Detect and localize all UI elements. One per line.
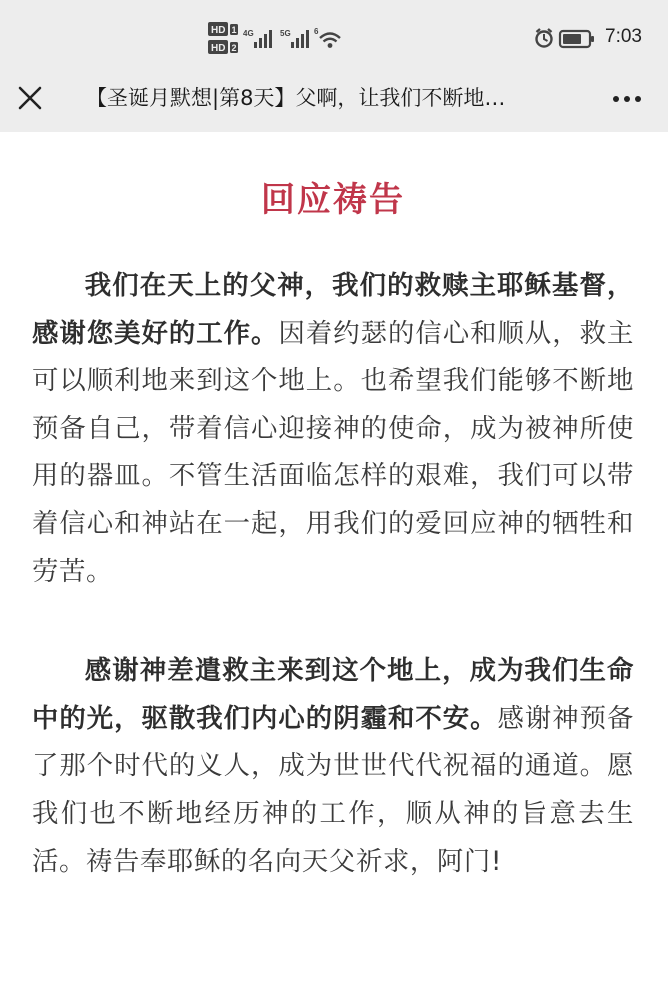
close-icon[interactable] xyxy=(14,82,46,114)
svg-text:4G: 4G xyxy=(243,29,254,38)
network-status-icons xyxy=(208,22,348,56)
battery-icon xyxy=(560,31,594,47)
nav-bar xyxy=(0,72,668,132)
article-heading: 回应祷告 xyxy=(261,180,405,220)
paragraph-2-text: 感谢神预备了那个时代的义人，成为世世代代祝福的通道。愿我们也不断地经历神的工作，顺从神的旨意去生活。祷告奉耶稣的名向天父祈求，阿门! xyxy=(32,702,634,877)
paragraph-1 xyxy=(32,262,634,595)
page-title: 【圣诞月默想|第8天】父啊，让我们不断地… xyxy=(86,86,506,110)
paragraph-1-text: 因着约瑟的信心和顺从，救主可以顺利地来到这个地上。也希望我们能够不断地预备自己，带着信心迎接神的使命，成为被神所使用的器皿。不管生活面临怎样的艰难，我们可以带着信心和神站在一起，用我们的爱回应神的牺牲和劳苦。 xyxy=(32,317,634,587)
svg-text:2: 2 xyxy=(231,43,237,53)
svg-text:1: 1 xyxy=(231,25,237,35)
system-status-icons xyxy=(534,24,596,54)
signal-icon xyxy=(243,29,309,48)
app-header xyxy=(0,0,668,132)
more-icon[interactable] xyxy=(612,92,642,106)
svg-text:HD: HD xyxy=(211,43,226,54)
status-bar xyxy=(0,0,668,72)
svg-text:HD: HD xyxy=(211,25,226,36)
svg-text:5G: 5G xyxy=(280,29,291,38)
alarm-icon xyxy=(537,29,552,47)
wifi-icon xyxy=(314,27,340,48)
paragraph-2-bold: 感谢神差遣救主来到这个地上，成为我们生命中的光，驱散我们内心的阴霾和不安。 xyxy=(32,655,634,734)
status-time: 7:03 xyxy=(605,26,642,47)
svg-text:6: 6 xyxy=(314,27,319,36)
article-body xyxy=(0,176,668,885)
hd-icon xyxy=(208,22,238,54)
paragraph-1-bold: 我们在天上的父神，我们的救赎主耶稣基督，感谢您美好的工作。 xyxy=(32,270,634,349)
paragraph-2 xyxy=(32,647,634,885)
